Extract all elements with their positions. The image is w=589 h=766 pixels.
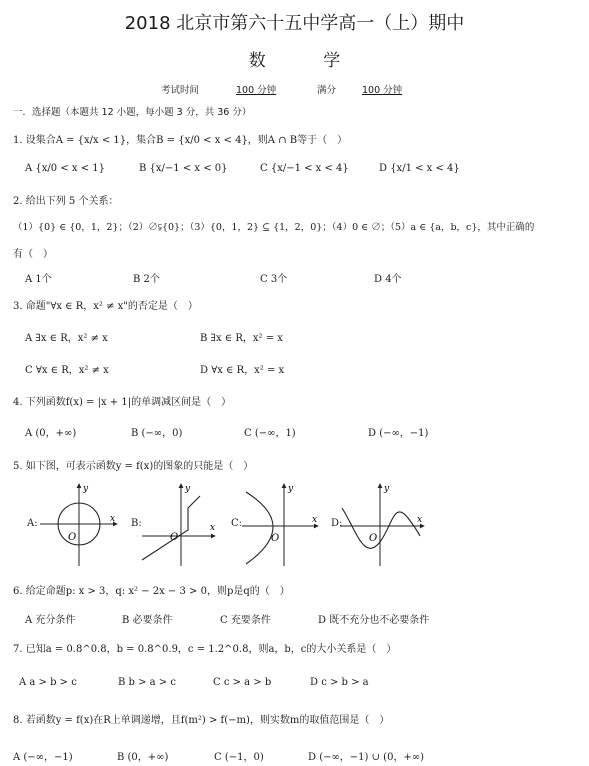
score-label: 满分 [317, 85, 337, 96]
q3-option-c: C ∀x ∈ R，x² ≠ x [25, 365, 109, 376]
function-graphs [0, 478, 589, 570]
graph-a-y-label: y [83, 484, 89, 494]
q2-stem-relations: （1）{0} ∈ {0，1，2}；（2）∅⫋{0}；（3）{0，1，2} ⊆ {1，2，0}；（4）0 ∈ ∅；（5）a ∈ {a，b，c}，其中正确的 [13, 222, 535, 233]
q2-stem: 2. 给出下列 5 个关系： [13, 196, 119, 207]
q8-option-b: B (0，+∞) [117, 752, 169, 763]
q7-option-d: D c > b > a [310, 677, 369, 688]
q4-stem: 4. 下列函数f(x) = |x + 1|的单调减区间是（ ） [13, 397, 232, 408]
q7-option-a: A a > b > c [19, 677, 77, 688]
graph-c-origin: O [271, 533, 280, 544]
q8-stem: 8. 若函数y = f(x)在R上单调递增，且f(m²) > f(−m)，则实数m的取值范围是（ ） [13, 715, 390, 726]
q6-option-c: C 充要条件 [220, 615, 271, 626]
q2-option-d: D 4个 [374, 274, 402, 285]
q8-option-a: A (−∞，−1) [13, 752, 73, 763]
graph-c [242, 484, 318, 566]
section-heading: 一．选择题（本题共 12 小题，每小题 3 分，共 36 分） [13, 107, 252, 118]
graph-d-y-label: y [384, 484, 390, 494]
exam-title: 2018 北京市第六十五中学高一（上）期中 [124, 13, 465, 34]
graph-a-origin: O [68, 532, 77, 543]
q4-option-c: C (−∞，1) [244, 428, 296, 439]
graph-c-label: C: [231, 518, 243, 529]
q3-option-b: B ∃x ∈ R，x² = x [200, 333, 283, 344]
q5-stem: 5. 如下图，可表示函数y = f(x)的图象的只能是（ ） [13, 461, 254, 472]
q6-stem: 6. 给定命题p: x > 3，q: x² − 2x − 3 > 0，则p是q的（ ） [13, 586, 290, 597]
q2-stem-end: 有（ ） [13, 249, 53, 260]
q3-option-a: A ∃x ∈ R，x² ≠ x [25, 333, 108, 344]
q6-option-a: A 充分条件 [25, 615, 76, 626]
graph-a-label: A: [27, 518, 38, 529]
q2-option-c: C 3个 [260, 274, 288, 285]
q2-option-a: A 1个 [25, 274, 52, 285]
time-value-wrap [236, 82, 276, 96]
q1-stem: 1. 设集合A = {x/x < 1}，集合B = {x/0 < x < 4}，则A ∩ B等于（ ） [13, 135, 348, 146]
q8-option-d: D (−∞，−1) ∪ (0，+∞) [308, 752, 425, 763]
q4-option-a: A (0，+∞) [25, 428, 77, 439]
q4-option-d: D (−∞，−1) [368, 428, 429, 439]
graph-d-curve [342, 508, 423, 548]
q1-option-d: D {x/1 < x < 4} [379, 163, 460, 174]
score-value: 100 分钟 [362, 85, 403, 96]
q4-option-b: B (−∞，0) [131, 428, 183, 439]
q1-option-a: A {x/0 < x < 1} [25, 163, 105, 174]
graph-b [142, 484, 215, 566]
q1-option-c: C {x/−1 < x < 4} [260, 163, 349, 174]
q6-option-d: D 既不充分也不必要条件 [318, 615, 430, 626]
graph-c-x-label: x [312, 515, 318, 525]
graph-b-origin: O [170, 532, 179, 543]
time-value: 100 分钟 [236, 85, 277, 96]
q1-option-b: B {x/−1 < x < 0} [139, 163, 228, 174]
graph-a [40, 484, 117, 566]
q3-option-d: D ∀x ∈ R，x² = x [200, 365, 285, 376]
graph-b-x-label: x [210, 523, 216, 533]
graph-c-y-label: y [288, 484, 294, 494]
q7-stem: 7. 已知a = 0.8^0.8，b = 0.8^0.9，c = 1.2^0.8，则a，b，c的大小关系是（ ） [13, 644, 397, 655]
graph-d-x-label: x [417, 515, 423, 525]
time-label: 考试时间 [161, 85, 200, 96]
q8-option-c: C (−1，0) [214, 752, 264, 763]
q7-option-b: B b > a > c [118, 677, 176, 688]
q7-option-c: C c > a > b [213, 677, 272, 688]
graph-b-y-label: y [185, 484, 191, 494]
q2-option-b: B 2个 [133, 274, 160, 285]
graph-d-origin: O [369, 533, 378, 544]
graph-d-label: D: [331, 518, 343, 529]
graph-b-label: B: [131, 518, 142, 529]
score-value-wrap [362, 82, 402, 96]
q3-stem: 3. 命题"∀x ∈ R，x² ≠ x"的否定是（ ） [13, 301, 198, 312]
graph-b-curve [142, 496, 200, 560]
subject-title: 数 学 [248, 51, 367, 71]
graph-d [340, 484, 424, 566]
graph-c-curve [246, 492, 273, 564]
graph-a-x-label: x [110, 514, 116, 524]
q6-option-b: B 必要条件 [122, 615, 173, 626]
